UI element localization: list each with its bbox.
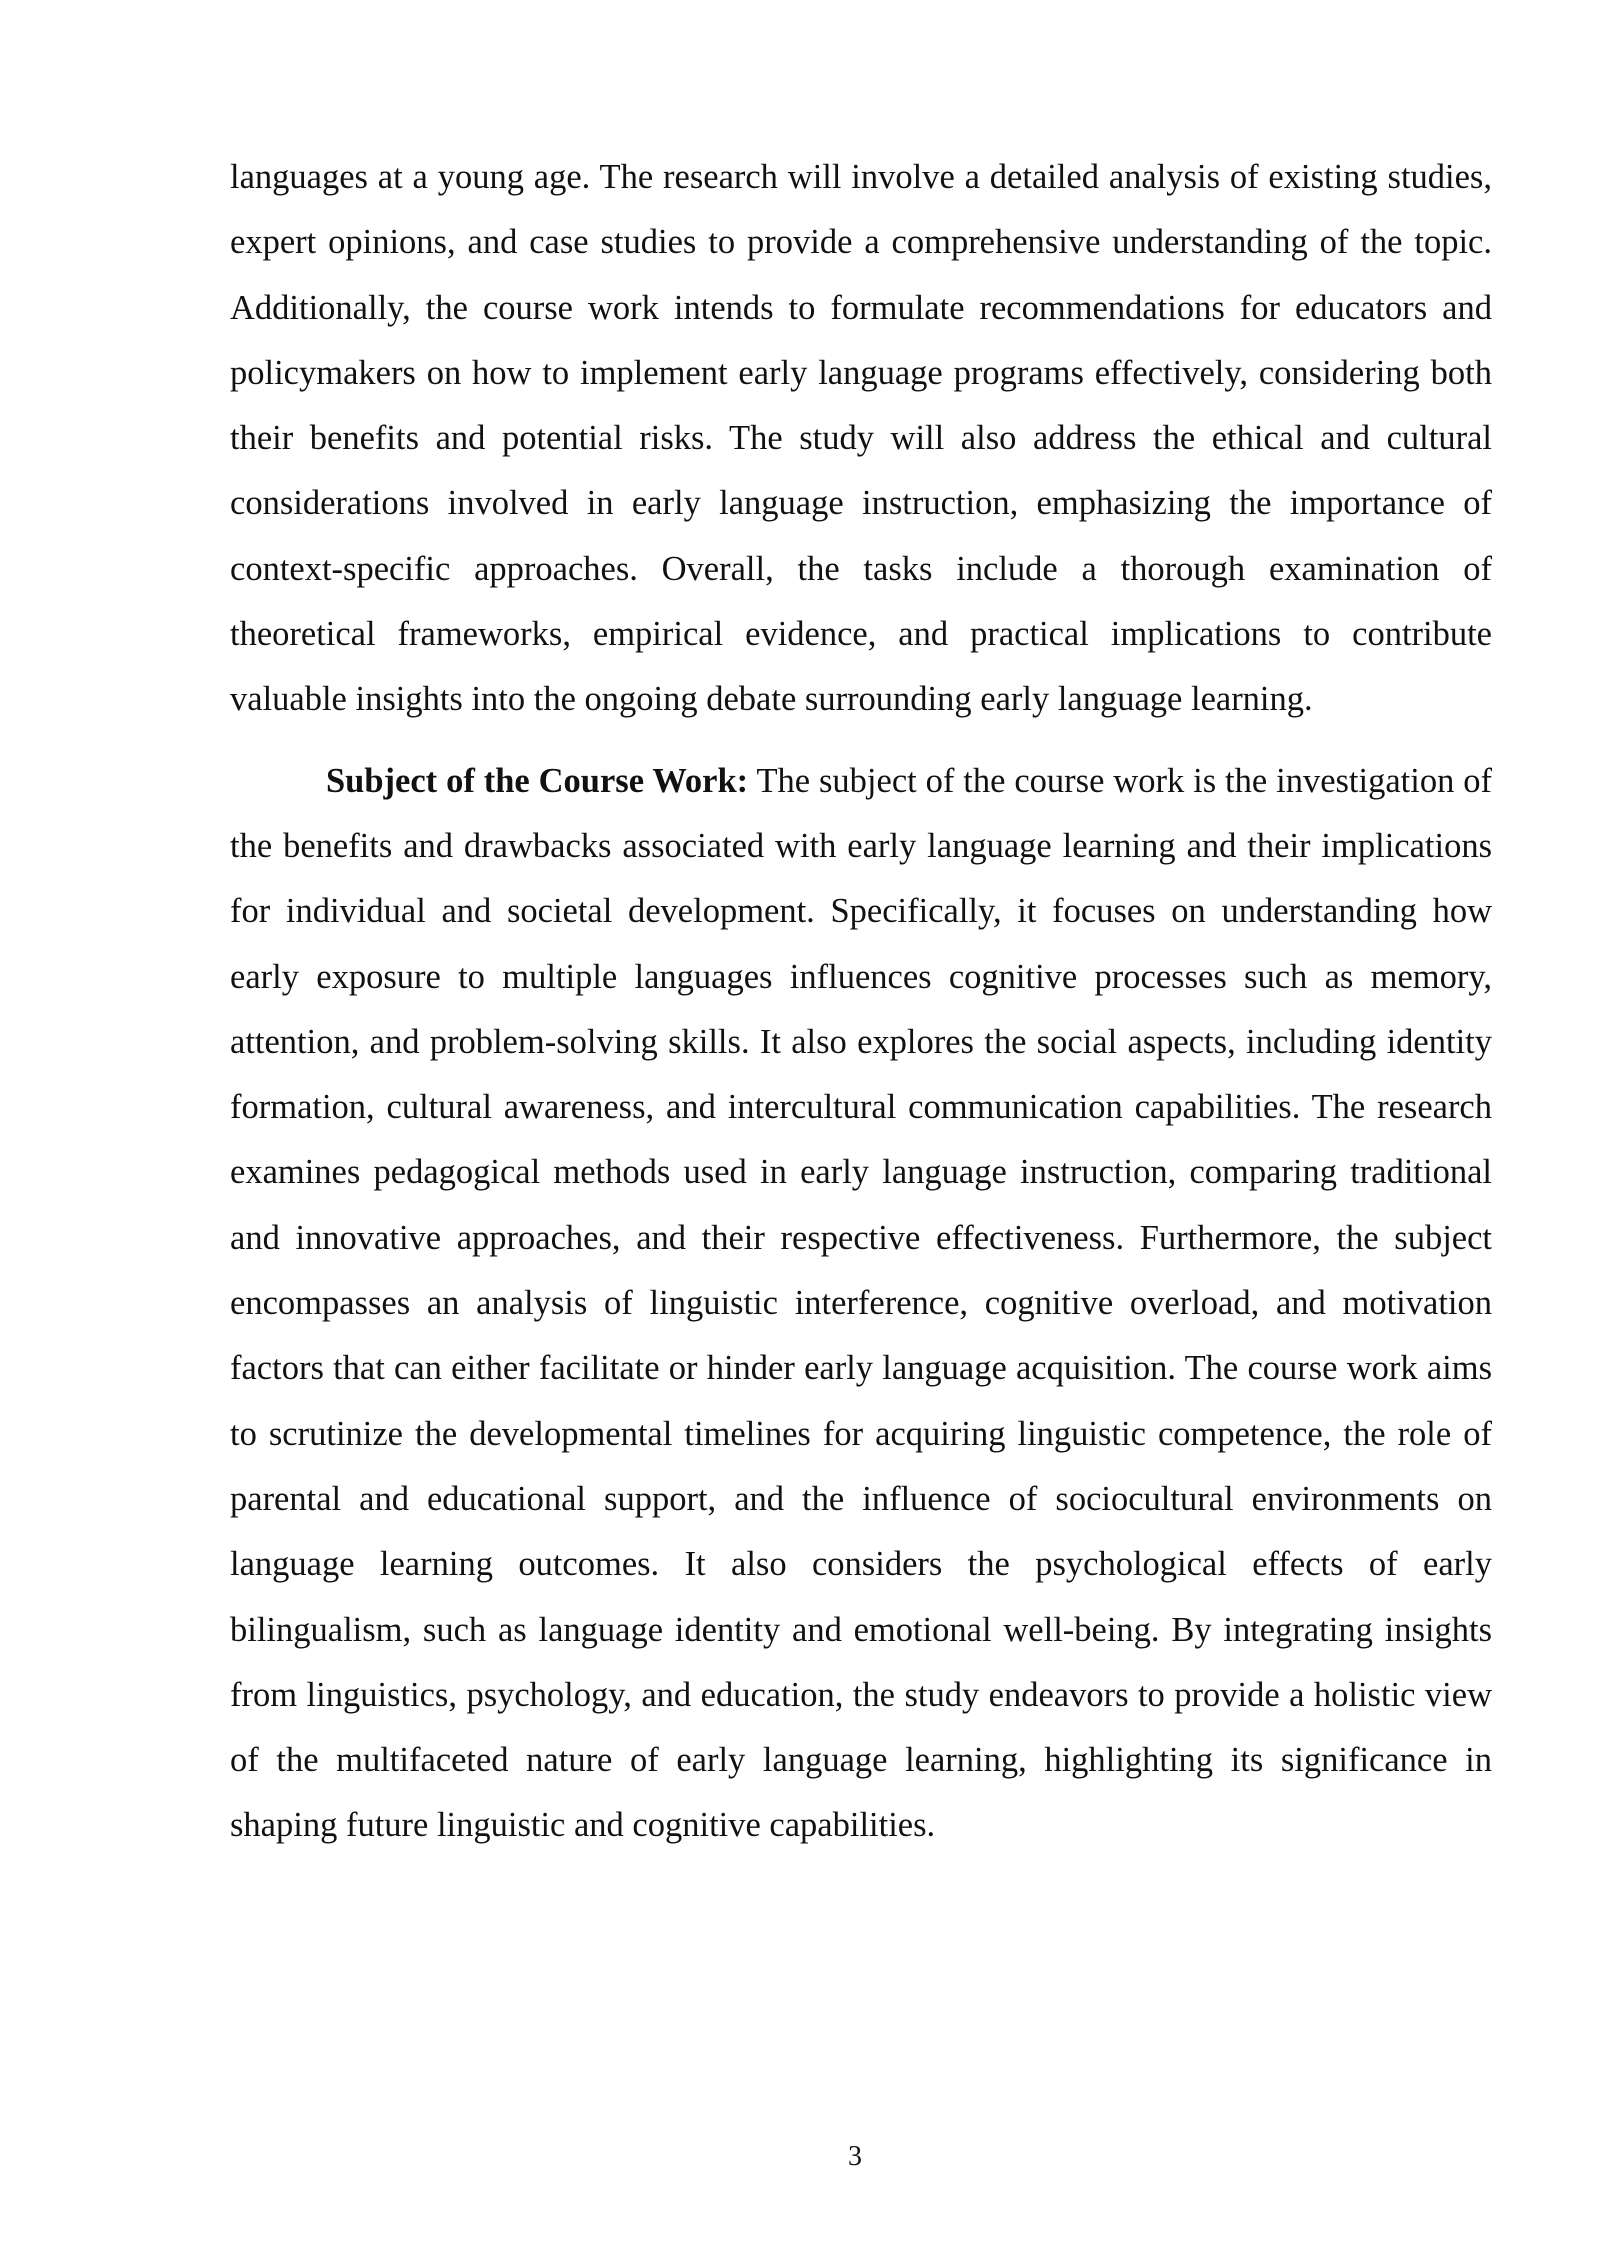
paragraph-subject-of-course-work	[230, 749, 1492, 1859]
page-number: 3	[848, 2141, 862, 2172]
section-heading: Subject of the Course Work:	[326, 761, 749, 800]
paragraph-text: languages at a young age. The research will involve a detailed analysis of existing studies, expert opinions, and case studies to provide a comprehensive understanding of the topic. Additionally, the course work intends to formulate recommendations for educators and policymakers on how to implement early language programs effectively, considering both their benefits and potential risks. The study will also address the ethical and cultural considerations involved in early language instruction, emphasizing the importance of context-specific approaches. Overall, the tasks include a thorough examination of theoretical frameworks, empirical evidence, and practical implications to contribute valuable insights into the ongoing debate surrounding early language learning.	[230, 158, 1492, 719]
paragraph-tasks-continuation	[230, 145, 1492, 733]
paragraph-text: The subject of the course work is the investigation of the benefits and drawbacks associated with early language learning and their implications for individual and societal development. Specifically, it focuses on understanding how early exposure to multiple languages influences cognitive processes such as memory, attention, and problem-solving skills. It also explores the social aspects, including identity formation, cultural awareness, and intercultural communication capabilities. The research examines pedagogical methods used in early language instruction, comparing traditional and innovative approaches, and their respective effectiveness. Furthermore, the subject encompasses an analysis of linguistic interference, cognitive overload, and motivation factors that can either facilitate or hinder early language acquisition. The course work aims to scrutinize the developmental timelines for acquiring linguistic competence, the role of parental and educational support, and the influence of sociocultural environments on language learning outcomes. It also considers the psychological effects of early bilingualism, such as language identity and emotional well-being. By integrating insights from linguistics, psychology, and education, the study endeavors to provide a holistic view of the multifaceted nature of early language learning, highlighting its significance in shaping future linguistic and cognitive capabilities.	[230, 761, 1492, 1845]
document-body	[230, 145, 1492, 1859]
